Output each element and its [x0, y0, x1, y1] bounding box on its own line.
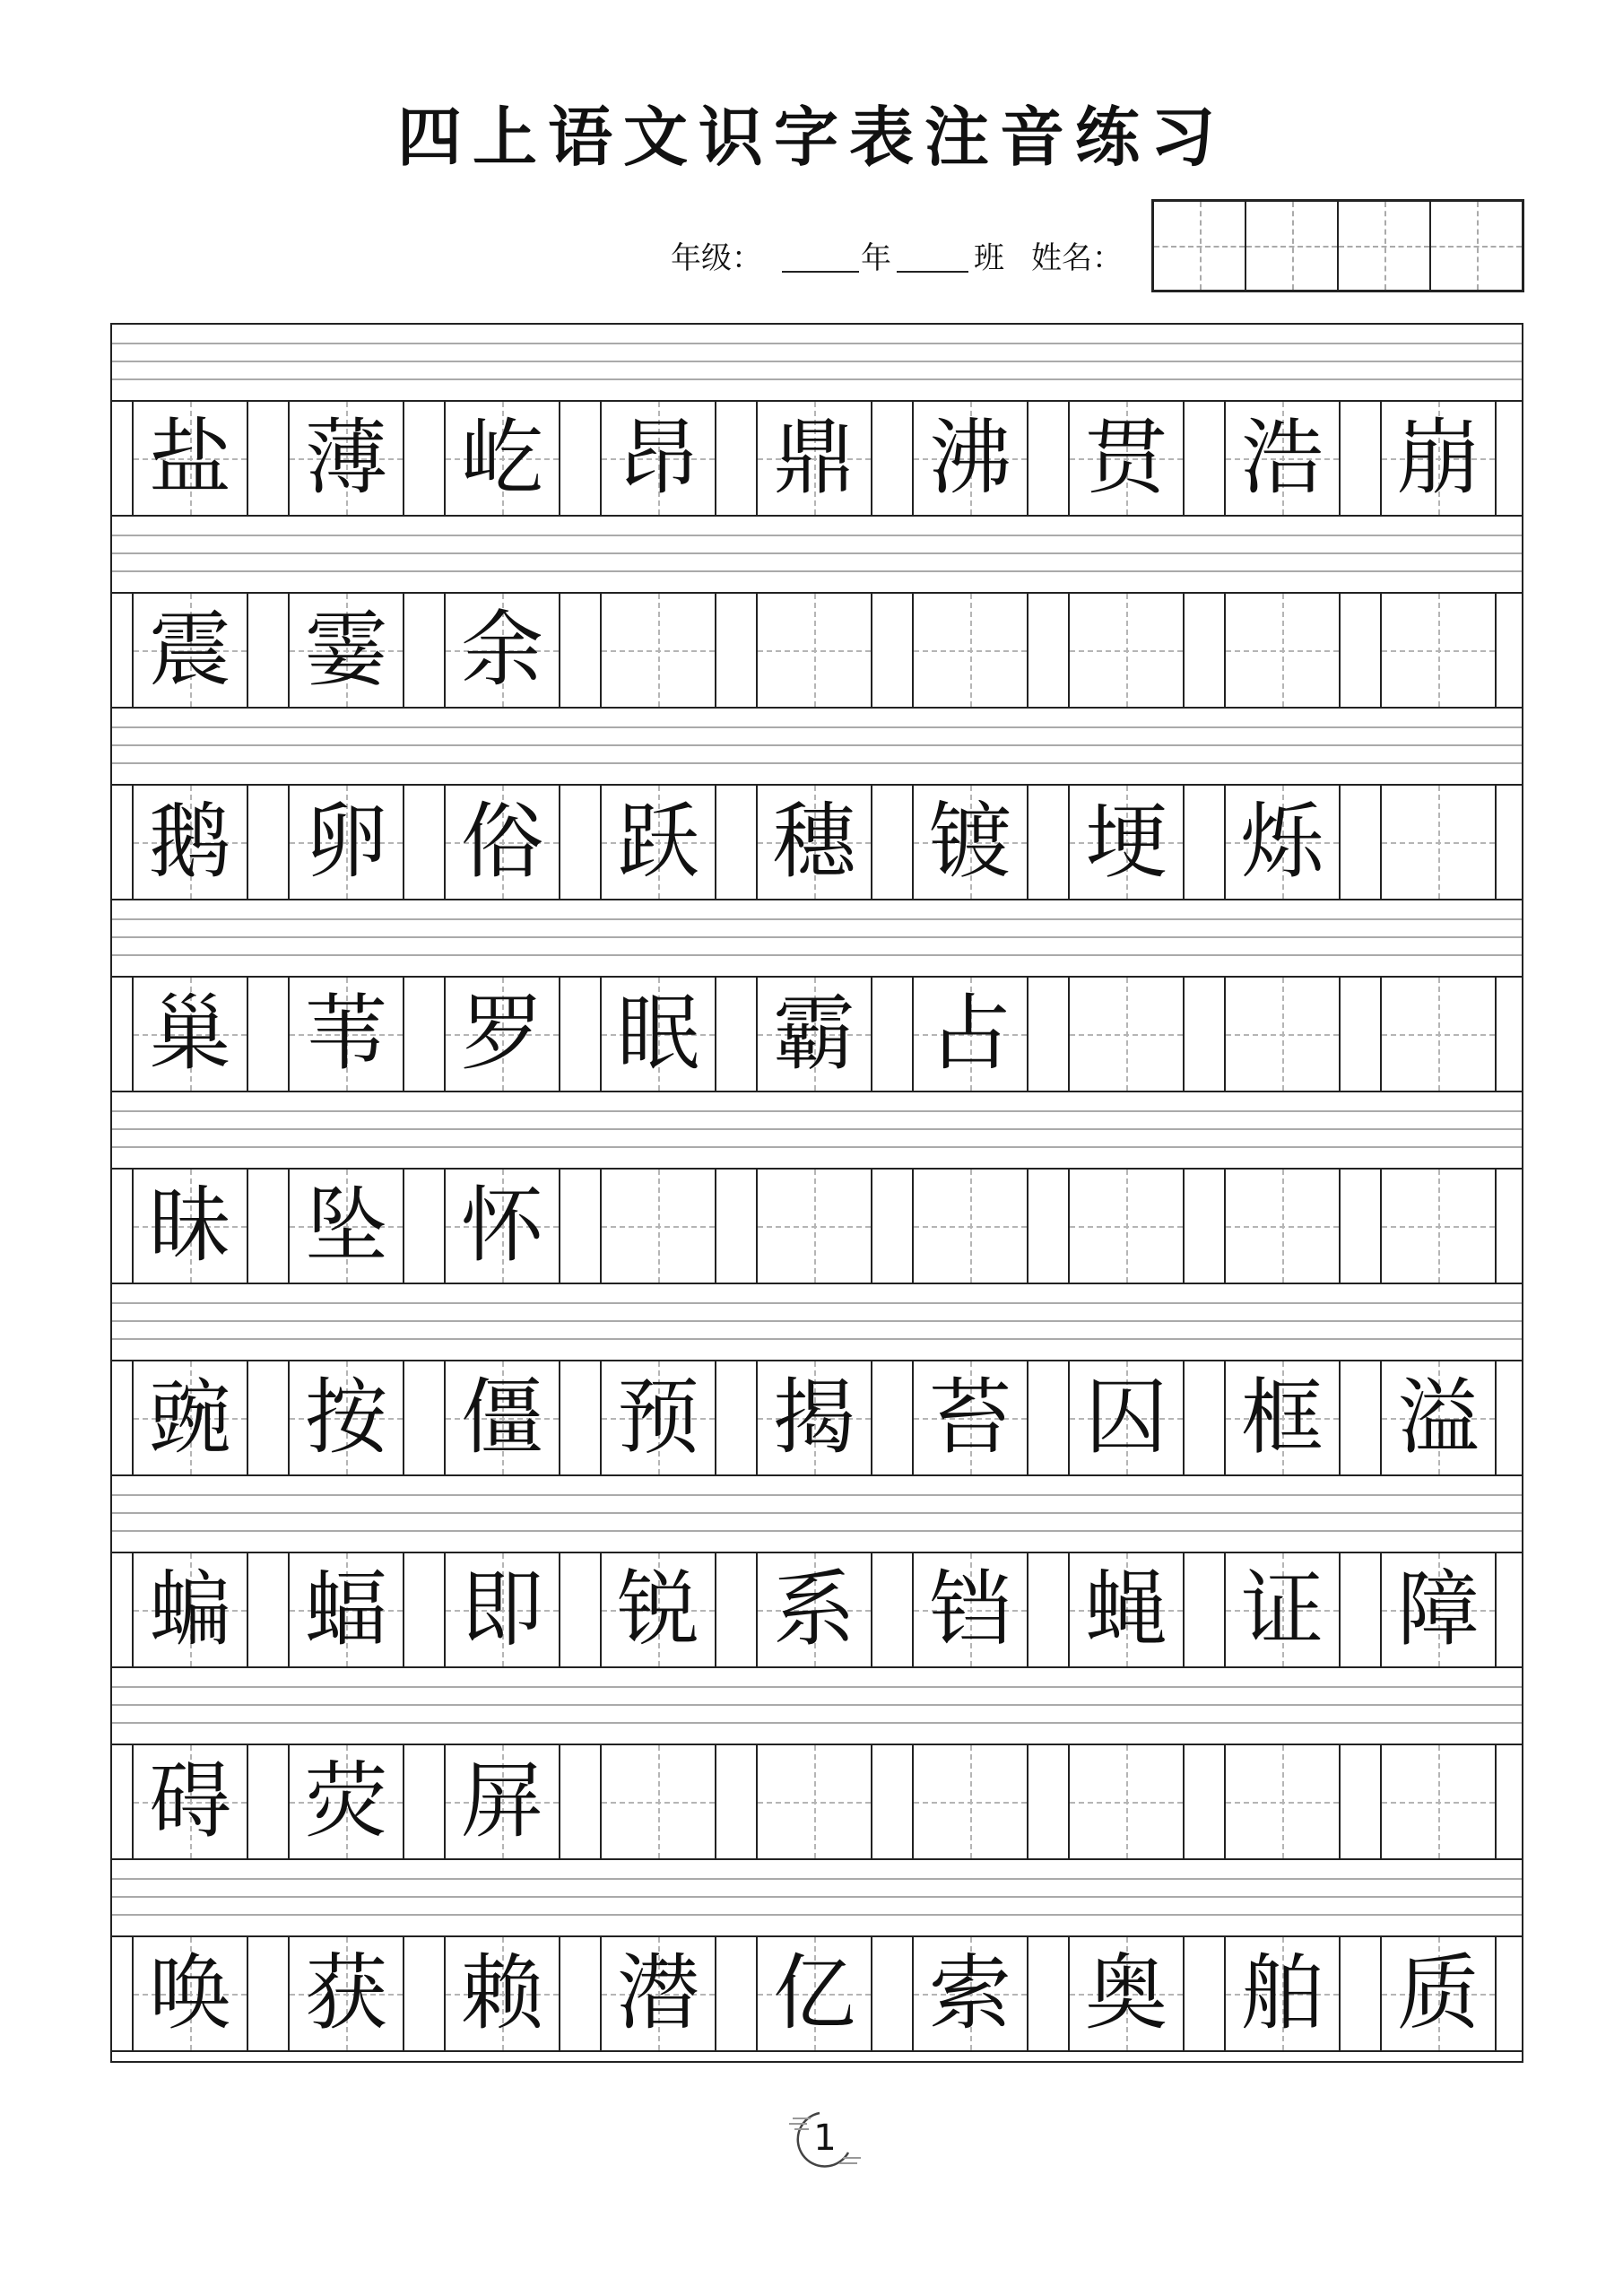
- hanzi-character: 僵: [460, 1370, 543, 1465]
- hanzi-character: 预: [616, 1370, 699, 1465]
- pinyin-guide-line: [112, 1896, 1522, 1898]
- hanzi-character: [602, 1745, 715, 1858]
- character-cell[interactable]: [756, 594, 872, 707]
- pinyin-guide-line: [112, 954, 1522, 956]
- hanzi-character: 即: [460, 1561, 543, 1657]
- character-cell[interactable]: [444, 1170, 560, 1283]
- hanzi-character: 怀: [460, 1178, 543, 1274]
- character-cell[interactable]: [600, 1937, 716, 2050]
- pinyin-guide-line: [112, 1878, 1522, 1880]
- pinyin-guide-line: [112, 1128, 1522, 1130]
- character-cell[interactable]: [600, 1170, 716, 1283]
- hanzi-character: 崩: [1396, 410, 1480, 506]
- pinyin-guide-line: [112, 1338, 1522, 1340]
- page-number: 1: [813, 2118, 837, 2159]
- class-blank[interactable]: [897, 271, 968, 273]
- character-cell[interactable]: [444, 1361, 560, 1474]
- character-cell[interactable]: [1380, 1361, 1497, 1474]
- character-cell[interactable]: [288, 978, 404, 1091]
- hanzi-character: 盐: [148, 410, 231, 506]
- pinyin-band[interactable]: [112, 1668, 1522, 1744]
- hanzi-character: [914, 1745, 1027, 1858]
- character-cell[interactable]: [1380, 786, 1497, 899]
- hanzi-character: [1226, 1745, 1339, 1858]
- character-cell[interactable]: [756, 1937, 872, 2050]
- practice-sheet: [110, 323, 1523, 2063]
- hanzi-character: 烁: [1240, 794, 1324, 890]
- character-cell[interactable]: [288, 1937, 404, 2050]
- character-cell[interactable]: [1224, 594, 1341, 707]
- character-cell[interactable]: [132, 786, 248, 899]
- hanzi-character: 穗: [772, 794, 855, 890]
- character-cell[interactable]: [1380, 402, 1497, 515]
- character-cell[interactable]: [1380, 1553, 1497, 1666]
- hanzi-character: [1382, 978, 1495, 1091]
- hanzi-character: 揭: [772, 1370, 855, 1465]
- hanzi-character: 沸: [928, 410, 1011, 506]
- hanzi-character: [1070, 1170, 1183, 1283]
- hanzi-character: 浩: [1240, 410, 1324, 506]
- hanzi-character: [1382, 1170, 1495, 1283]
- grade-blank[interactable]: [782, 271, 859, 273]
- character-cell[interactable]: [132, 1745, 248, 1858]
- pinyin-guide-line: [112, 1530, 1522, 1532]
- hanzi-character: [1070, 594, 1183, 707]
- character-cell[interactable]: [912, 594, 1028, 707]
- hanzi-character: 囚: [1084, 1370, 1167, 1465]
- pinyin-band[interactable]: [112, 1860, 1522, 1935]
- character-cell[interactable]: [600, 786, 716, 899]
- hanzi-character: [914, 1170, 1027, 1283]
- hanzi-character: [758, 1745, 871, 1858]
- hanzi-character: 薄: [304, 410, 387, 506]
- character-cell[interactable]: [132, 402, 248, 515]
- hanzi-character: 屹: [460, 410, 543, 506]
- pinyin-guide-line: [112, 1512, 1522, 1514]
- hanzi-character: 亿: [772, 1945, 855, 2041]
- character-cell[interactable]: [444, 978, 560, 1091]
- character-cell[interactable]: [1224, 1745, 1341, 1858]
- character-cell[interactable]: [444, 1937, 560, 2050]
- hanzi-character: 获: [304, 1945, 387, 2041]
- character-cell[interactable]: [756, 1745, 872, 1858]
- hanzi-character: 证: [1240, 1561, 1324, 1657]
- hanzi-character: 卵: [304, 794, 387, 890]
- pinyin-guide-line: [112, 762, 1522, 764]
- pinyin-band[interactable]: [112, 709, 1522, 784]
- hanzi-character: [758, 594, 871, 707]
- hanzi-character: 蝇: [1084, 1561, 1167, 1657]
- character-cell[interactable]: [288, 1745, 404, 1858]
- hanzi-character: 框: [1240, 1370, 1324, 1465]
- hanzi-character: 罗: [460, 986, 543, 1082]
- character-cell[interactable]: [444, 786, 560, 899]
- hanzi-character: 屏: [460, 1753, 543, 1849]
- hanzi-character: 障: [1396, 1561, 1480, 1657]
- pinyin-band[interactable]: [112, 900, 1522, 976]
- character-cell[interactable]: [1224, 402, 1341, 515]
- character-row: [112, 1935, 1522, 2052]
- hanzi-character: 蝙: [148, 1561, 231, 1657]
- character-cell[interactable]: [1068, 978, 1185, 1091]
- name-cell[interactable]: [1246, 202, 1339, 290]
- hanzi-character: 舶: [1240, 1945, 1324, 2041]
- pinyin-guide-line: [112, 552, 1522, 554]
- character-cell[interactable]: [132, 1937, 248, 2050]
- hanzi-character: 苇: [304, 986, 387, 1082]
- hanzi-character: [914, 594, 1027, 707]
- hanzi-character: 坠: [304, 1178, 387, 1274]
- hanzi-character: [602, 1170, 715, 1283]
- character-cell[interactable]: [756, 786, 872, 899]
- name-cell[interactable]: [1154, 202, 1246, 290]
- character-cell[interactable]: [756, 1553, 872, 1666]
- character-cell[interactable]: [600, 1361, 716, 1474]
- name-writing-grid[interactable]: [1151, 199, 1524, 292]
- hanzi-character: 霸: [772, 986, 855, 1082]
- hanzi-character: 溢: [1396, 1370, 1480, 1465]
- pinyin-guide-line: [112, 361, 1522, 362]
- pinyin-guide-line: [112, 1722, 1522, 1724]
- character-cell[interactable]: [912, 1937, 1028, 2050]
- hanzi-character: 俗: [460, 794, 543, 890]
- hanzi-character: 奥: [1084, 1945, 1167, 2041]
- hanzi-character: [1070, 978, 1183, 1091]
- pinyin-guide-line: [112, 726, 1522, 728]
- hanzi-character: 昧: [148, 1178, 231, 1274]
- character-cell[interactable]: [1380, 1170, 1497, 1283]
- hanzi-character: 眠: [616, 986, 699, 1082]
- pinyin-guide-line: [112, 378, 1522, 380]
- hanzi-character: 唤: [148, 1945, 231, 2041]
- pinyin-guide-line: [112, 1494, 1522, 1496]
- character-cell[interactable]: [600, 1745, 716, 1858]
- hanzi-character: [1226, 594, 1339, 707]
- character-row: [112, 1360, 1522, 1476]
- character-cell[interactable]: [1380, 594, 1497, 707]
- pinyin-guide-line: [112, 1146, 1522, 1148]
- page-title: 四上语文识字表注音练习: [396, 99, 1226, 175]
- character-cell[interactable]: [132, 1170, 248, 1283]
- character-cell[interactable]: [288, 594, 404, 707]
- character-cell[interactable]: [912, 1361, 1028, 1474]
- hanzi-character: 蝠: [304, 1561, 387, 1657]
- character-row: [112, 1744, 1522, 1860]
- character-cell[interactable]: [600, 978, 716, 1091]
- hanzi-character: 锐: [616, 1561, 699, 1657]
- character-cell[interactable]: [1224, 786, 1341, 899]
- hanzi-character: 潜: [616, 1945, 699, 2041]
- character-cell[interactable]: [600, 402, 716, 515]
- grade-label: 年级：: [671, 240, 762, 276]
- character-cell[interactable]: [288, 1553, 404, 1666]
- character-cell[interactable]: [1068, 594, 1185, 707]
- hanzi-character: [1070, 1745, 1183, 1858]
- hanzi-character: [758, 1170, 871, 1283]
- character-cell[interactable]: [132, 1553, 248, 1666]
- character-cell[interactable]: [1068, 1937, 1185, 2050]
- character-cell[interactable]: [756, 1361, 872, 1474]
- hanzi-character: 豌: [148, 1370, 231, 1465]
- hanzi-character: 贯: [1084, 410, 1167, 506]
- character-cell[interactable]: [1224, 1553, 1341, 1666]
- page-number-badge: [789, 2102, 861, 2174]
- character-cell[interactable]: [1068, 1553, 1185, 1666]
- hanzi-character: 按: [304, 1370, 387, 1465]
- hanzi-character: 索: [928, 1945, 1011, 2041]
- hanzi-character: 鹅: [148, 794, 231, 890]
- character-cell[interactable]: [444, 402, 560, 515]
- hanzi-character: 昂: [616, 410, 699, 506]
- pinyin-guide-line: [112, 936, 1522, 938]
- pinyin-guide-line: [112, 1110, 1522, 1112]
- character-cell[interactable]: [1224, 978, 1341, 1091]
- pinyin-band[interactable]: [112, 1284, 1522, 1360]
- character-cell[interactable]: [288, 786, 404, 899]
- pinyin-band[interactable]: [112, 517, 1522, 592]
- character-cell[interactable]: [912, 402, 1028, 515]
- character-cell[interactable]: [600, 594, 716, 707]
- character-cell[interactable]: [1068, 402, 1185, 515]
- hanzi-character: [1226, 1170, 1339, 1283]
- character-cell[interactable]: [1068, 1361, 1185, 1474]
- pinyin-guide-line: [112, 570, 1522, 572]
- character-cell[interactable]: [288, 1170, 404, 1283]
- pinyin-guide-line: [112, 744, 1522, 746]
- character-cell[interactable]: [132, 594, 248, 707]
- hanzi-character: 荧: [304, 1753, 387, 1849]
- character-cell[interactable]: [288, 1361, 404, 1474]
- hanzi-character: 铛: [928, 1561, 1011, 1657]
- hanzi-character: 苔: [928, 1370, 1011, 1465]
- character-cell[interactable]: [756, 402, 872, 515]
- hanzi-character: 系: [772, 1561, 855, 1657]
- class-label: 班: [974, 240, 1004, 276]
- character-cell[interactable]: [756, 1170, 872, 1283]
- character-cell[interactable]: [132, 978, 248, 1091]
- character-cell[interactable]: [912, 1170, 1028, 1283]
- hanzi-character: 震: [148, 602, 231, 698]
- hanzi-character: 鼎: [772, 410, 855, 506]
- character-cell[interactable]: [1224, 1170, 1341, 1283]
- hanzi-character: 埂: [1084, 794, 1167, 890]
- character-cell[interactable]: [1068, 786, 1185, 899]
- character-cell[interactable]: [444, 594, 560, 707]
- hanzi-character: 余: [460, 602, 543, 698]
- character-cell[interactable]: [1380, 1745, 1497, 1858]
- hanzi-character: [1382, 594, 1495, 707]
- character-cell[interactable]: [444, 1553, 560, 1666]
- hanzi-character: 镀: [928, 794, 1011, 890]
- character-row: [112, 1168, 1522, 1284]
- character-row: [112, 976, 1522, 1092]
- pinyin-band[interactable]: [112, 1092, 1522, 1168]
- pinyin-guide-line: [112, 1704, 1522, 1706]
- hanzi-character: 霎: [304, 602, 387, 698]
- character-row: [112, 1552, 1522, 1668]
- character-cell[interactable]: [912, 1553, 1028, 1666]
- character-cell[interactable]: [912, 978, 1028, 1091]
- hanzi-character: [602, 594, 715, 707]
- pinyin-guide-line: [112, 918, 1522, 920]
- character-cell[interactable]: [1224, 1361, 1341, 1474]
- character-cell[interactable]: [1224, 1937, 1341, 2050]
- character-row: [112, 784, 1522, 900]
- pinyin-guide-line: [112, 1302, 1522, 1304]
- name-cell[interactable]: [1339, 202, 1431, 290]
- name-label: 姓名：: [1031, 240, 1123, 276]
- pinyin-band[interactable]: [112, 325, 1522, 400]
- character-cell[interactable]: [444, 1745, 560, 1858]
- hanzi-character: 占: [928, 986, 1011, 1082]
- hanzi-character: 赖: [460, 1945, 543, 2041]
- hanzi-character: [1226, 978, 1339, 1091]
- pinyin-band[interactable]: [112, 1476, 1522, 1552]
- hanzi-character: 跃: [616, 794, 699, 890]
- pinyin-guide-line: [112, 1686, 1522, 1688]
- character-row: [112, 592, 1522, 709]
- hanzi-character: 碍: [148, 1753, 231, 1849]
- character-row: [112, 400, 1522, 517]
- character-cell[interactable]: [912, 786, 1028, 899]
- character-cell[interactable]: [132, 1361, 248, 1474]
- pinyin-guide-line: [112, 535, 1522, 536]
- pinyin-guide-line: [112, 1320, 1522, 1322]
- pinyin-guide-line: [112, 343, 1522, 344]
- hanzi-character: 质: [1396, 1945, 1480, 2041]
- character-cell[interactable]: [912, 1745, 1028, 1858]
- year-label: 年: [861, 240, 891, 276]
- hanzi-character: 巢: [148, 986, 231, 1082]
- character-cell[interactable]: [1380, 1937, 1497, 2050]
- hanzi-character: [1382, 1745, 1495, 1858]
- character-cell[interactable]: [288, 402, 404, 515]
- character-cell[interactable]: [1380, 978, 1497, 1091]
- name-cell[interactable]: [1431, 202, 1522, 290]
- character-cell[interactable]: [1068, 1745, 1185, 1858]
- character-cell[interactable]: [600, 1553, 716, 1666]
- character-cell[interactable]: [756, 978, 872, 1091]
- pinyin-guide-line: [112, 1914, 1522, 1916]
- character-cell[interactable]: [1068, 1170, 1185, 1283]
- hanzi-character: [1382, 786, 1495, 899]
